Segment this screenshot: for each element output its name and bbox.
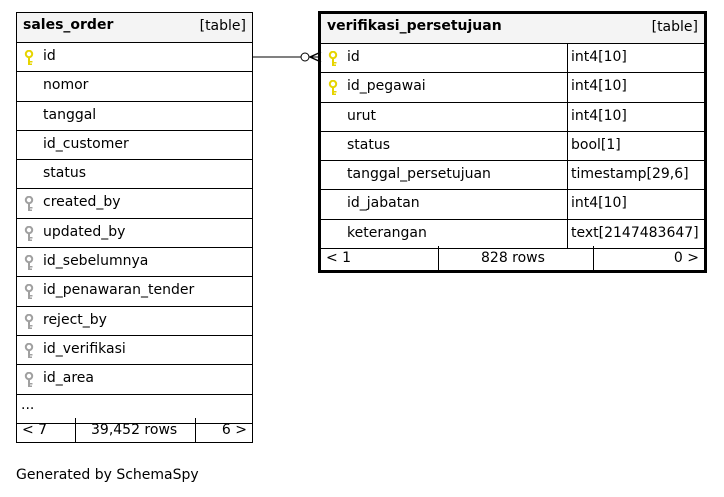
relationship-optional-marker: [301, 53, 309, 61]
table-name: verifikasi_persetujuan: [327, 18, 502, 34]
column-name: tanggal: [43, 106, 97, 123]
relationship-crowfoot-upper: [310, 52, 321, 57]
column-name: nomor: [43, 77, 89, 94]
column-name: updated_by: [43, 223, 126, 240]
column-name: id_verifikasi: [43, 340, 126, 357]
column-name: status: [347, 136, 391, 153]
column-type: int4[10]: [571, 78, 627, 95]
column-type: int4[10]: [571, 107, 627, 124]
column-name: id: [347, 49, 360, 65]
parents-count[interactable]: < 1: [326, 250, 352, 266]
column-name: id_penawaran_tender: [43, 282, 195, 299]
column-name: id_customer: [43, 135, 129, 152]
parents-count[interactable]: < 7: [22, 422, 48, 438]
column-name: id_pegawai: [347, 78, 426, 95]
column-name: reject_by: [43, 311, 107, 328]
generated-by-label: Generated by SchemaSpy: [16, 467, 199, 483]
column-type: timestamp[29,6]: [571, 166, 689, 183]
table-name: sales_order: [23, 17, 114, 33]
column-name: created_by: [43, 194, 121, 211]
row-count: 828 rows: [481, 250, 545, 266]
children-count[interactable]: 6 >: [221, 422, 247, 438]
column-name: keterangan: [347, 224, 427, 241]
column-name: id: [43, 48, 56, 64]
relationship-crowfoot-lower: [310, 57, 321, 62]
column-name: id_jabatan: [347, 195, 420, 212]
column-type: int4[10]: [571, 49, 627, 65]
column-name: status: [43, 165, 87, 182]
column-type: bool[1]: [571, 136, 621, 153]
row-count: 39,452 rows: [91, 422, 178, 438]
table-kind: [table]: [651, 19, 698, 35]
table-kind: [table]: [199, 18, 246, 34]
children-count[interactable]: 0 >: [673, 250, 699, 266]
column-name: tanggal_persetujuan: [347, 166, 491, 183]
column-name: urut: [347, 107, 376, 124]
column-name: ...: [21, 396, 35, 413]
column-type: int4[10]: [571, 195, 627, 212]
column-name: id_sebelumnya: [43, 253, 149, 270]
column-name: id_area: [43, 370, 94, 387]
column-type: text[2147483647]: [571, 224, 699, 241]
